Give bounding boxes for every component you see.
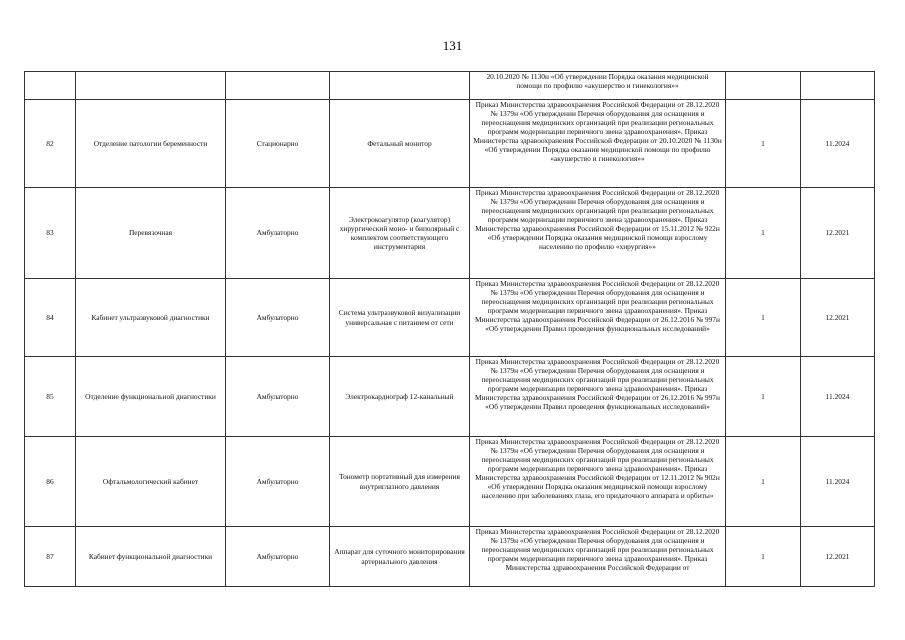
continuation-row <box>25 72 875 100</box>
row-quantity: 1 <box>726 527 801 587</box>
row-number: 84 <box>25 279 76 357</box>
row-equipment: Система ультразвуковой визуализации универсальная с питанием от сети <box>330 279 470 357</box>
row-quantity: 1 <box>726 279 801 357</box>
cell-basis: 20.10.2020 № 1130н «Об утверждении Порядка оказания медицинской помощи по профилю «акушерство и гинекология»» <box>470 72 726 100</box>
row-basis: Приказ Министерства здравоохранения Российской Федерации от 28.12.2020 № 1379н «Об утверждении Перечня оборудования для оснащения и переоснащения медицинских организаций при реализации региональных программ модернизации первичного звена здравоохранения». Приказ Министерства здравоохранения Российской Федерации от 20.10.2020 № 1130н «Об утверждении Порядка оказания медицинской помощи по профилю «акушерство и гинекология»» <box>470 100 726 188</box>
row-basis: Приказ Министерства здравоохранения Российской Федерации от 28.12.2020 № 1379н «Об утверждении Перечня оборудования для оснащения и переоснащения медицинских организаций при реализации региональных программ модернизации первичного звена здравоохранения». Приказ Министерства здравоохранения Российской Федерации от 12.11.2012 № 902н «Об утверждении Порядка оказания медицинской помощи взрослому населению при заболеваниях глаза, его придаточного аппарата и орбиты» <box>470 437 726 527</box>
table-row <box>25 279 875 357</box>
row-department: Кабинет ультразвуковой диагностики <box>76 279 226 357</box>
row-date: 11.2024 <box>801 100 875 188</box>
table-row <box>25 357 875 437</box>
cell-mode <box>226 72 330 100</box>
page-number: 131 <box>442 38 463 53</box>
row-date: 11.2024 <box>801 357 875 437</box>
row-equipment: Аппарат для суточного мониторирования артериального давления <box>330 527 470 587</box>
row-mode: Стационарно <box>226 100 330 188</box>
table-row <box>25 437 875 527</box>
cell-date <box>801 72 875 100</box>
row-department: Офтальмологический кабинет <box>76 437 226 527</box>
cell-department <box>76 72 226 100</box>
row-date: 11.2024 <box>801 437 875 527</box>
row-equipment: Электрокардиограф 12-канальный <box>330 357 470 437</box>
row-number: 86 <box>25 437 76 527</box>
row-number: 82 <box>25 100 76 188</box>
row-date: 12.2021 <box>801 188 875 279</box>
table-row <box>25 100 875 188</box>
row-mode: Амбулаторно <box>226 279 330 357</box>
row-basis: Приказ Министерства здравоохранения Российской Федерации от 28.12.2020 № 1379н «Об утверждении Перечня оборудования для оснащения и переоснащения медицинских организаций при реализации региональных программ модернизации первичного звена здравоохранения». Приказ Министерства здравоохранения Российской Федерации от 26.12.2016 № 997н «Об утверждении Правил проведения функциональных исследований» <box>470 279 726 357</box>
row-mode: Амбулаторно <box>226 357 330 437</box>
cell-num <box>25 72 76 100</box>
row-quantity: 1 <box>726 357 801 437</box>
row-basis: Приказ Министерства здравоохранения Российской Федерации от 28.12.2020 № 1379н «Об утверждении Перечня оборудования для оснащения и переоснащения медицинских организаций при реализации региональных программ модернизации первичного звена здравоохранения». Приказ Министерства здравоохранения Российской Федерации от 26.12.2016 № 997н «Об утверждении Правил проведения функциональных исследований» <box>470 357 726 437</box>
row-date: 12.2021 <box>801 527 875 587</box>
cell-equipment <box>330 72 470 100</box>
row-basis: Приказ Министерства здравоохранения Российской Федерации от 28.12.2020 № 1379н «Об утверждении Перечня оборудования для оснащения и переоснащения медицинских организаций при реализации региональных программ модернизации первичного звена здравоохранения». Приказ Министерства здравоохранения Российской Федерации от <box>470 527 726 587</box>
row-number: 83 <box>25 188 76 279</box>
row-mode: Амбулаторно <box>226 527 330 587</box>
row-equipment: Электрокоагулятор (коагулятор) хирургический моно- и биполярный с комплектом соответствующего инструментария <box>330 188 470 279</box>
row-quantity: 1 <box>726 437 801 527</box>
row-department: Перевязочная <box>76 188 226 279</box>
row-mode: Амбулаторно <box>226 188 330 279</box>
row-quantity: 1 <box>726 100 801 188</box>
row-date: 12.2021 <box>801 279 875 357</box>
table-row <box>25 527 875 587</box>
row-number: 87 <box>25 527 76 587</box>
row-mode: Амбулаторно <box>226 437 330 527</box>
row-basis: Приказ Министерства здравоохранения Российской Федерации от 28.12.2020 № 1379н «Об утверждении Перечня оборудования для оснащения и переоснащения медицинских организаций при реализации региональных программ модернизации первичного звена здравоохранения». Приказ Министерства здравоохранения Российской Федерации от 15.11.2012 № 922н «Об утверждении Порядка оказания медицинской помощи взрослому населению по профилю «хирургия»» <box>470 188 726 279</box>
row-number: 85 <box>25 357 76 437</box>
row-quantity: 1 <box>726 188 801 279</box>
cell-qty <box>726 72 801 100</box>
equipment-table <box>24 71 875 587</box>
row-department: Кабинет функциональной диагностики <box>76 527 226 587</box>
row-department: Отделение патологии беременности <box>76 100 226 188</box>
row-equipment: Тонометр портативный для измерения внутриглазного давления <box>330 437 470 527</box>
row-department: Отделение функциональной диагностики <box>76 357 226 437</box>
row-equipment: Фетальный монитор <box>330 100 470 188</box>
table-row <box>25 188 875 279</box>
